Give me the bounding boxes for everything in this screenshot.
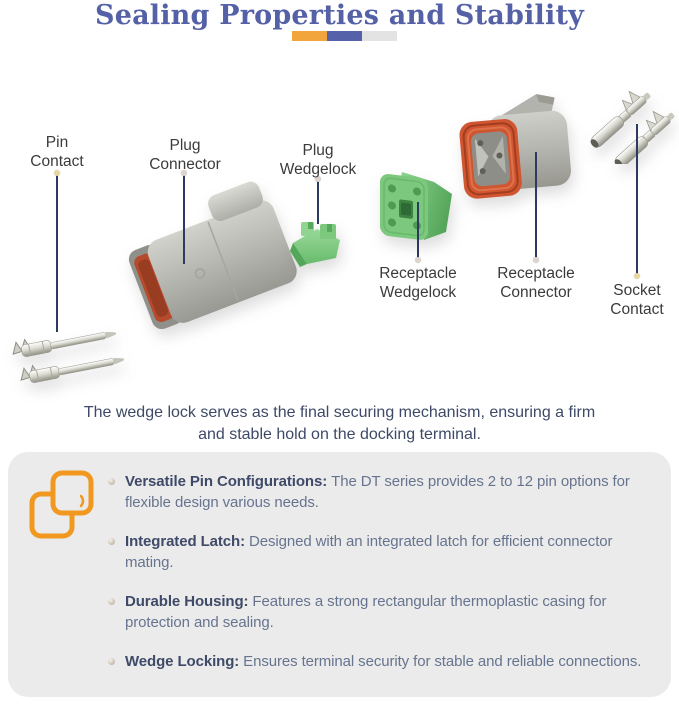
receptacle-connector-label: [497, 264, 575, 302]
pin-contact-leader-line: [56, 174, 58, 332]
feature-item-pin-configurations: [108, 471, 660, 513]
socket-contact-leader-line: [636, 124, 638, 276]
receptacle-connector-anchor-dot: [533, 257, 539, 263]
feature-label: Versatile Pin Configurations:: [125, 473, 328, 490]
plug-wedgelock-label: [280, 141, 356, 179]
receptacle-wedgelock-label-line2: Wedgelock: [379, 284, 457, 301]
plug-connector-leader-line: [183, 174, 185, 264]
divider-bar-gray: [362, 31, 397, 41]
feature-text: The DT series provides 2 to 12 pin options for flexible design various needs.: [125, 473, 630, 511]
plug-wedgelock-label-line1: Plug: [302, 142, 334, 159]
features-panel: [8, 452, 671, 697]
divider-bar-orange: [292, 31, 327, 41]
socket-contact-label-line2: Contact: [610, 301, 664, 318]
plug-connector-label-line2: Connector: [149, 156, 221, 173]
receptacle-connector-label-line2: Connector: [500, 284, 572, 301]
receptacle-wedgelock-label-line1: Receptacle: [379, 265, 457, 282]
bullet-icon: [108, 658, 115, 665]
feature-label: Integrated Latch:: [125, 533, 245, 550]
socket-contact-illustration: [582, 84, 678, 164]
receptacle-connector-label-line1: Receptacle: [497, 265, 575, 282]
plug-wedgelock-leader-line: [317, 180, 319, 224]
overlapping-squares-icon: [28, 462, 100, 546]
pin-contact-label-line2: Contact: [30, 153, 84, 170]
feature-list: [108, 471, 660, 690]
divider-bar-blue: [327, 31, 362, 41]
receptacle-wedgelock-leader-line: [417, 202, 419, 260]
receptacle-connector-illustration: [455, 90, 580, 205]
plug-wedgelock-label-line2: Wedgelock: [279, 161, 357, 178]
feature-text: Features a strong rectangular thermoplastic casing for protection and sealing.: [125, 593, 607, 631]
feature-label: Durable Housing:: [125, 593, 249, 610]
receptacle-wedgelock-anchor-dot: [415, 257, 421, 263]
bullet-icon: [108, 538, 115, 545]
feature-item-wedge-locking: [108, 651, 660, 672]
receptacle-connector-leader-line: [535, 152, 537, 260]
plug-connector-label-line1: Plug: [169, 137, 201, 154]
feature-item-integrated-latch: [108, 531, 660, 573]
feature-text: Designed with an integrated latch for efficient connector mating.: [125, 533, 613, 571]
receptacle-wedgelock-label: [379, 264, 457, 302]
pin-contact-label-line1: Pin: [45, 134, 69, 151]
diagram-caption: [0, 402, 679, 445]
socket-contact-anchor-dot: [634, 273, 640, 279]
plug-connector-label: [149, 136, 221, 174]
pin-contact-label: [30, 133, 83, 171]
socket-contact-label: [610, 281, 663, 319]
page-title: Sealing Properties and Stability: [95, 0, 584, 31]
plug-connector-illustration: [110, 175, 305, 347]
diagram-caption-line2: and stable hold on the docking terminal.: [198, 425, 481, 443]
bullet-icon: [108, 598, 115, 605]
feature-item-durable-housing: [108, 591, 660, 633]
title-divider: [292, 31, 397, 41]
diagram-caption-line1: The wedge lock serves as the final securing mechanism, ensuring a firm: [83, 404, 596, 421]
feature-text: Ensures terminal security for stable and reliable connections.: [243, 653, 642, 670]
socket-contact-label-line1: Socket: [613, 282, 661, 299]
feature-label: Wedge Locking:: [125, 653, 240, 670]
bullet-icon: [108, 478, 115, 485]
